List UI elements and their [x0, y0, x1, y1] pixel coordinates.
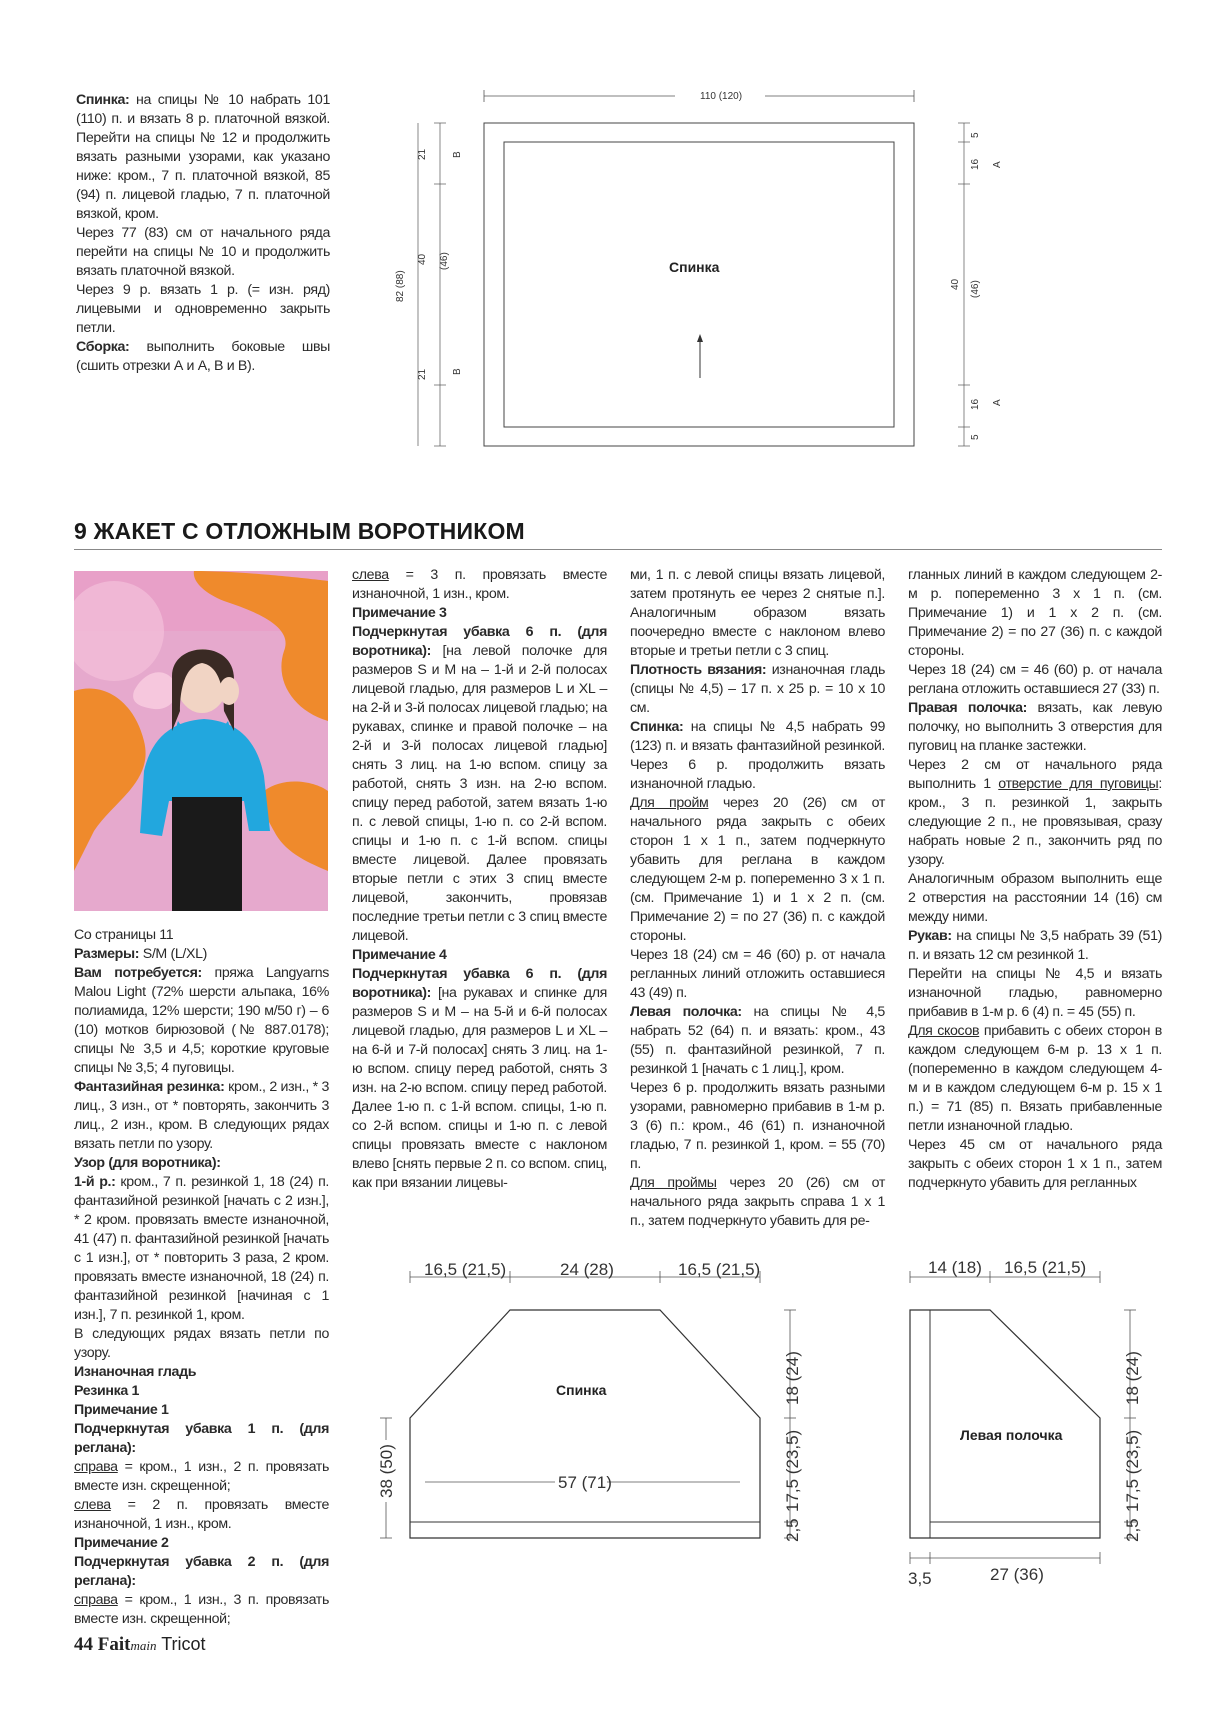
underlined-lead: Для проймы — [630, 1175, 717, 1191]
paragraph-text: = кром., 1 изн., 2 п. провязать вместе изн. скрещенной; — [74, 1459, 329, 1494]
bold-lead: Примечание 3 — [352, 605, 447, 621]
paragraph-text: гланных линий в каждом следующем 2-м р. попеременно 3 х 1 п. (см. Примечание 1) и 1 х 2 п. (см. Примечание 2) = по 27 (36) п. с каждой стороны. — [908, 567, 1162, 659]
section-title — [74, 518, 525, 545]
bold-lead: Фантазийная резинка: — [74, 1079, 225, 1095]
paragraph-text: через 20 (26) см от начального ряда закрыть с обеих сторон 1 х 1 п., затем подчеркнуто убавить для реглана в каждом следующем 2-м р. попеременно 3 х 1 п. (см. Примечание 1) и 1 х 2 п. (см. Примечание 2) = по 27 (36) п. с каждой стороны. — [630, 795, 885, 944]
svg-text:Левая полочка: Левая полочка — [960, 1427, 1063, 1443]
bold-lead: Примечание 4 — [352, 947, 447, 963]
paragraph-text: на спицы № 4,5 набрать 99 (123) п. и вязать фантазийной резинкой. Через 6 р. продолжить вязать изнаночной гладью. — [630, 719, 885, 792]
bold-lead: Правая полочка: — [908, 700, 1028, 716]
svg-text:18 (24): 18 (24) — [783, 1351, 802, 1405]
svg-text:3,5: 3,5 — [908, 1569, 932, 1588]
brand-main: main — [130, 1638, 157, 1653]
underlined-text: отверстие для пуговицы — [998, 776, 1159, 792]
bold-lead: Примечание 1 — [74, 1402, 169, 1418]
paragraph-text: кром., 7 п. резинкой 1, 18 (24) п. фантазийной резинкой [начать с 2 изн.], * 2 кром. провязать вместе изнаночной, 41 (47) п. фантазийной резинкой [начать с 1 изн.], от * повторить 3 раза, 2 кром. провязать вместе изнаночной, 18 (24) п. фантазийной резинкой [начиная с 1 изн.], 7 п. резинкой 1, кром. — [74, 1174, 329, 1323]
paragraph — [74, 1325, 329, 1363]
section-divider — [74, 549, 1162, 550]
bold-lead: Подчеркнутая убавка 1 п. (для реглана): — [74, 1421, 329, 1456]
paragraph-text: Через 6 р. продолжить вязать разными узорами, равномерно прибавив в 1-м р. 3 (6) п.: кром., 46 (61) п. изнаночной гладью, 7 п. резинкой 1, кром. = 55 (70) п. — [630, 1080, 885, 1172]
paragraph-text: пряжа Langyarns Malou Light (72% шерсти альпака, 16% полиамида, 12% шерсти; 190 м/50 г) – 6 (10) мотков бирюзовой (№ 887.0178); спицы № 3,5 и 4,5; короткие круговые спицы № 3,5; 4 пуговицы. — [74, 965, 330, 1076]
svg-text:A: A — [992, 399, 1003, 406]
paragraph-text: = кром., 1 изн., 3 п. провязать вместе изн. скрещенной; — [74, 1592, 329, 1627]
underlined-lead: Для пройм — [630, 795, 709, 811]
paragraph — [630, 1003, 885, 1079]
paragraph-text: S/M (L/XL) — [139, 946, 208, 962]
page-number: 44 — [74, 1634, 93, 1655]
svg-text:17,5 (23,5): 17,5 (23,5) — [1123, 1429, 1142, 1512]
paragraph-text: Через 2 см от начального ряда выполнить 1 — [908, 757, 1162, 792]
bold-lead: Примечание 2 — [74, 1535, 169, 1551]
svg-text:B: B — [452, 151, 463, 158]
underlined-lead: слева — [352, 567, 389, 583]
bold-lead: Плотность вязания: — [630, 662, 767, 678]
paragraph-text: = 3 п. провязать вместе изнаночной, 1 изн., кром. — [352, 567, 607, 602]
bold-lead: Узор (для воротника): — [74, 1155, 221, 1171]
back-schematic — [360, 1240, 820, 1600]
model-photo — [74, 571, 328, 911]
paragraph — [352, 604, 607, 623]
svg-text:16: 16 — [970, 398, 981, 410]
paragraph — [74, 1078, 329, 1154]
bold-lead: Спинка: — [76, 92, 130, 108]
paragraph — [908, 965, 1162, 1022]
paragraph-text: вязать, как левую полочку, но выполнить 3 отверстия для пуговиц на планке застежки. — [908, 700, 1162, 754]
column-2 — [352, 566, 607, 1193]
paragraph-text: изнаночная гладь (спицы № 4,5) – 17 п. х 25 р. = 10 х 10 см. — [630, 662, 885, 716]
paragraph — [74, 1534, 329, 1553]
paragraph — [74, 1591, 329, 1629]
paragraph-text: Через 18 (24) см = 46 (60) р. от начала реглана отложить оставшиеся 27 (33) п. — [908, 662, 1162, 697]
brand-fait: Fait — [97, 1634, 131, 1655]
bold-lead: Рукав: — [908, 928, 952, 944]
bold-lead: Вам потребуется: — [74, 965, 202, 981]
section-number: 9 — [74, 518, 87, 544]
svg-text:27 (36): 27 (36) — [990, 1565, 1044, 1584]
svg-text:21: 21 — [417, 148, 428, 160]
paragraph — [352, 965, 607, 1193]
svg-text:18 (24): 18 (24) — [1123, 1351, 1142, 1405]
svg-text:14 (18): 14 (18) — [928, 1258, 982, 1277]
paragraph — [74, 964, 329, 1078]
paragraph — [76, 224, 330, 281]
underlined-lead: справа — [74, 1592, 118, 1608]
svg-text:24 (28): 24 (28) — [560, 1260, 614, 1279]
paragraph — [630, 661, 885, 718]
svg-text:38 (50): 38 (50) — [377, 1444, 396, 1498]
paragraph — [74, 1458, 329, 1496]
svg-text:5: 5 — [970, 434, 981, 440]
paragraph — [74, 1553, 329, 1591]
paragraph — [76, 91, 330, 224]
paragraph — [74, 1363, 329, 1382]
paragraph — [908, 1022, 1162, 1136]
svg-text:5: 5 — [970, 132, 981, 138]
paragraph — [630, 566, 885, 661]
paragraph — [630, 946, 885, 1003]
paragraph-text: Через 77 (83) см от начального ряда перейти на спицы № 10 и продолжить вязать платочной вязкой. — [76, 225, 330, 279]
svg-text:2,5: 2,5 — [1123, 1518, 1142, 1542]
page-footer — [74, 1634, 206, 1656]
paragraph — [74, 1382, 329, 1401]
svg-text:16,5 (21,5): 16,5 (21,5) — [1004, 1258, 1087, 1277]
paragraph — [74, 1154, 329, 1173]
svg-text:40: 40 — [417, 253, 428, 265]
svg-text:(46): (46) — [439, 252, 450, 270]
svg-text:17,5 (23,5): 17,5 (23,5) — [783, 1429, 802, 1512]
underlined-lead: справа — [74, 1459, 118, 1475]
paragraph-text: [на рукавах и спинке для размеров S и M – на 5-й и 6-й полосах лицевой гладью, для размеров L и XL – на 6-й и 7-й полосах] снять 3 лиц. на 1-ю вспом. спицу перед работой, снять 3 изн. на 2-ю вспом. спицу перед работой. Далее 1-ю п. с 1-й вспом. спицы, 1-ю п. со 2-й вспом. спицы и 1-ю п. с левой спицы провязать вместе с наклоном влево [снять первые 2 п. со вспом. спиц, как при вязании лицевы- — [352, 985, 607, 1191]
svg-text:16,5 (21,5): 16,5 (21,5) — [678, 1260, 761, 1279]
paragraph — [908, 699, 1162, 756]
back-schematic-top — [380, 80, 1010, 460]
svg-text:57 (71): 57 (71) — [558, 1473, 612, 1492]
width-label: 110 (120) — [700, 91, 743, 102]
paragraph-text: выполнить боковые швы (сшить отрезки А и А, В и В). — [76, 339, 330, 374]
bold-lead: Подчеркнутая убавка 6 п. (для воротника): — [352, 966, 607, 1001]
paragraph — [908, 870, 1162, 927]
paragraph — [630, 718, 885, 794]
paragraph — [352, 946, 607, 965]
paragraph — [74, 1173, 329, 1325]
bold-lead: Спинка: — [630, 719, 684, 735]
paragraph-text: на спицы № 3,5 набрать 39 (51) п. и вязать 12 см резинкой 1. — [908, 928, 1162, 963]
paragraph-text: на спицы № 4,5 набрать 52 (64) п. и вязать: кром., 43 (55) п. фантазийной резинкой, 7 п. резинкой 1 [начать с 1 лиц.], кром. — [630, 1004, 885, 1077]
paragraph-text: Через 9 р. вязать 1 р. (= изн. ряд) лицевыми и одновременно закрыть петли. — [76, 282, 330, 336]
bold-lead: 1-й р.: — [74, 1174, 116, 1190]
paragraph-text: Через 18 (24) см = 46 (60) р. от начала регланных линий отложить оставшиеся 43 (49) п. — [630, 947, 885, 1001]
bold-lead: Резинка 1 — [74, 1383, 140, 1399]
paragraph — [908, 927, 1162, 965]
paragraph-text: Перейти на спицы № 4,5 и вязать изнаночной гладью, равномерно прибавив в 1-м р. 6 (4) п. = 45 (55) п. — [908, 966, 1162, 1020]
paragraph-text: [на левой полочке для размеров S и M на – 1-й и 2-й полосах лицевой гладью, для размеров L и XL – на 2-й и 3-й полосах лицевой гладью; на рукавах, спинке и правой полочке – на 2-й и 3-й полосах лицевой гладью] снять 3 лиц. на 1-ю вспом. спицу за работой, снять 3 изн. на 2-ю вспом. спицу перед работой, затем вязать 1-ю п. с левой спицы, 1-ю п. со 2-й вспом. спицы и 1-ю п. с 1-й вспом. спицы вместе лицевой. Далее провязать вторые петли с этих 3 спиц вместе лицевой, закончить, провязав последние третьи петли с 3 спиц вместе лицевой. — [352, 643, 607, 944]
bold-lead: Подчеркнутая убавка 6 п. (для воротника): — [352, 624, 607, 659]
section-heading: ЖАКЕТ С ОТЛОЖНЫМ ВОРОТНИКОМ — [93, 518, 525, 544]
bold-lead: Изнаночная гладь — [74, 1364, 197, 1380]
paragraph-text: на спицы № 10 набрать 101 (110) п. и вязать 8 р. платочной вязкой. Перейти на спицы № 12 и продолжить вязать разными узорами, как указано ниже: кром., 7 п. платочной вязкой, 85 (94) п. лицевой гладью, 7 п. платочной вязкой, кром. — [76, 92, 330, 222]
paragraph-text: ми, 1 п. с левой спицы вязать лицевой, затем протянуть ее через 2 снятые п.]. Аналогичным образом вязать поочередно вместе с наклоном влево вторые и третьи петли с 3 спиц. — [630, 567, 885, 659]
column-1 — [74, 926, 329, 1629]
paragraph — [74, 1401, 329, 1420]
paragraph-text: через 20 (26) см от начального ряда закрыть справа 1 х 1 п., затем подчеркнуто убавить для ре- — [630, 1175, 885, 1229]
paragraph — [908, 756, 1162, 870]
paragraph — [908, 661, 1162, 699]
paragraph — [74, 1420, 329, 1458]
paragraph-text: Через 45 см от начального ряда закрыть с обеих сторон 1 х 1 п., затем подчеркнуто убавить для регланных — [908, 1137, 1162, 1191]
column-3 — [630, 566, 885, 1231]
paragraph — [630, 1174, 885, 1231]
paragraph — [630, 1079, 885, 1174]
svg-text:Спинка: Спинка — [556, 1382, 607, 1398]
paragraph-text: Аналогичным образом выполнить еще 2 отверстия на расстоянии 14 (16) см между ними. — [908, 871, 1162, 925]
paragraph-text: = 2 п. провязать вместе изнаночной, 1 изн., кром. — [74, 1497, 329, 1532]
bold-lead: Сборка: — [76, 339, 130, 355]
paragraph — [74, 926, 329, 945]
svg-text:(46): (46) — [970, 280, 981, 298]
left-front-schematic — [890, 1240, 1170, 1600]
bold-lead: Размеры: — [74, 946, 140, 962]
paragraph-text: прибавить с обеих сторон в каждом следующем 6-м р. 13 х 1 п. (попеременно в каждом следующем 4-м и в каждом следующем 6-м р. 15 х 1 п.) = 71 (85) п. Вязать прибавленные петли изнаночной гладью. — [908, 1023, 1162, 1134]
paragraph-text: : кром., 3 п. резинкой 1, закрыть следующие 2 п., не провязывая, сразу набрать новые 2 п., закончить ряд по узору. — [908, 776, 1162, 868]
center-label: Спинка — [669, 259, 720, 275]
svg-text:82 (88): 82 (88) — [395, 270, 406, 302]
paragraph — [908, 1136, 1162, 1193]
paragraph — [76, 338, 330, 376]
paragraph — [74, 1496, 329, 1534]
paragraph — [74, 945, 329, 964]
paragraph-text: Со страницы 11 — [74, 927, 174, 943]
svg-text:B: B — [452, 368, 463, 375]
column-4 — [908, 566, 1162, 1193]
paragraph-text: кром., 2 изн., * 3 лиц., 3 изн., от * повторять, закончить 3 лиц., 2 изн., кром. В следующих рядах вязать петли по узору. — [74, 1079, 329, 1152]
back-instructions — [76, 91, 330, 376]
paragraph — [76, 281, 330, 338]
bold-lead: Левая полочка: — [630, 1004, 742, 1020]
paragraph — [630, 794, 885, 946]
bold-lead: Подчеркнутая убавка 2 п. (для реглана): — [74, 1554, 329, 1589]
paragraph — [352, 623, 607, 946]
paragraph — [908, 566, 1162, 661]
paragraph-text: В следующих рядах вязать петли по узору. — [74, 1326, 329, 1361]
svg-text:16,5 (21,5): 16,5 (21,5) — [424, 1260, 507, 1279]
svg-text:2,5: 2,5 — [783, 1518, 802, 1542]
svg-text:A: A — [992, 161, 1003, 168]
brand-tricot: Tricot — [161, 1634, 206, 1654]
underlined-lead: слева — [74, 1497, 111, 1513]
svg-text:40: 40 — [950, 278, 961, 290]
svg-text:21: 21 — [417, 368, 428, 380]
svg-text:16: 16 — [970, 158, 981, 170]
underlined-lead: Для скосов — [908, 1023, 980, 1039]
paragraph — [352, 566, 607, 604]
